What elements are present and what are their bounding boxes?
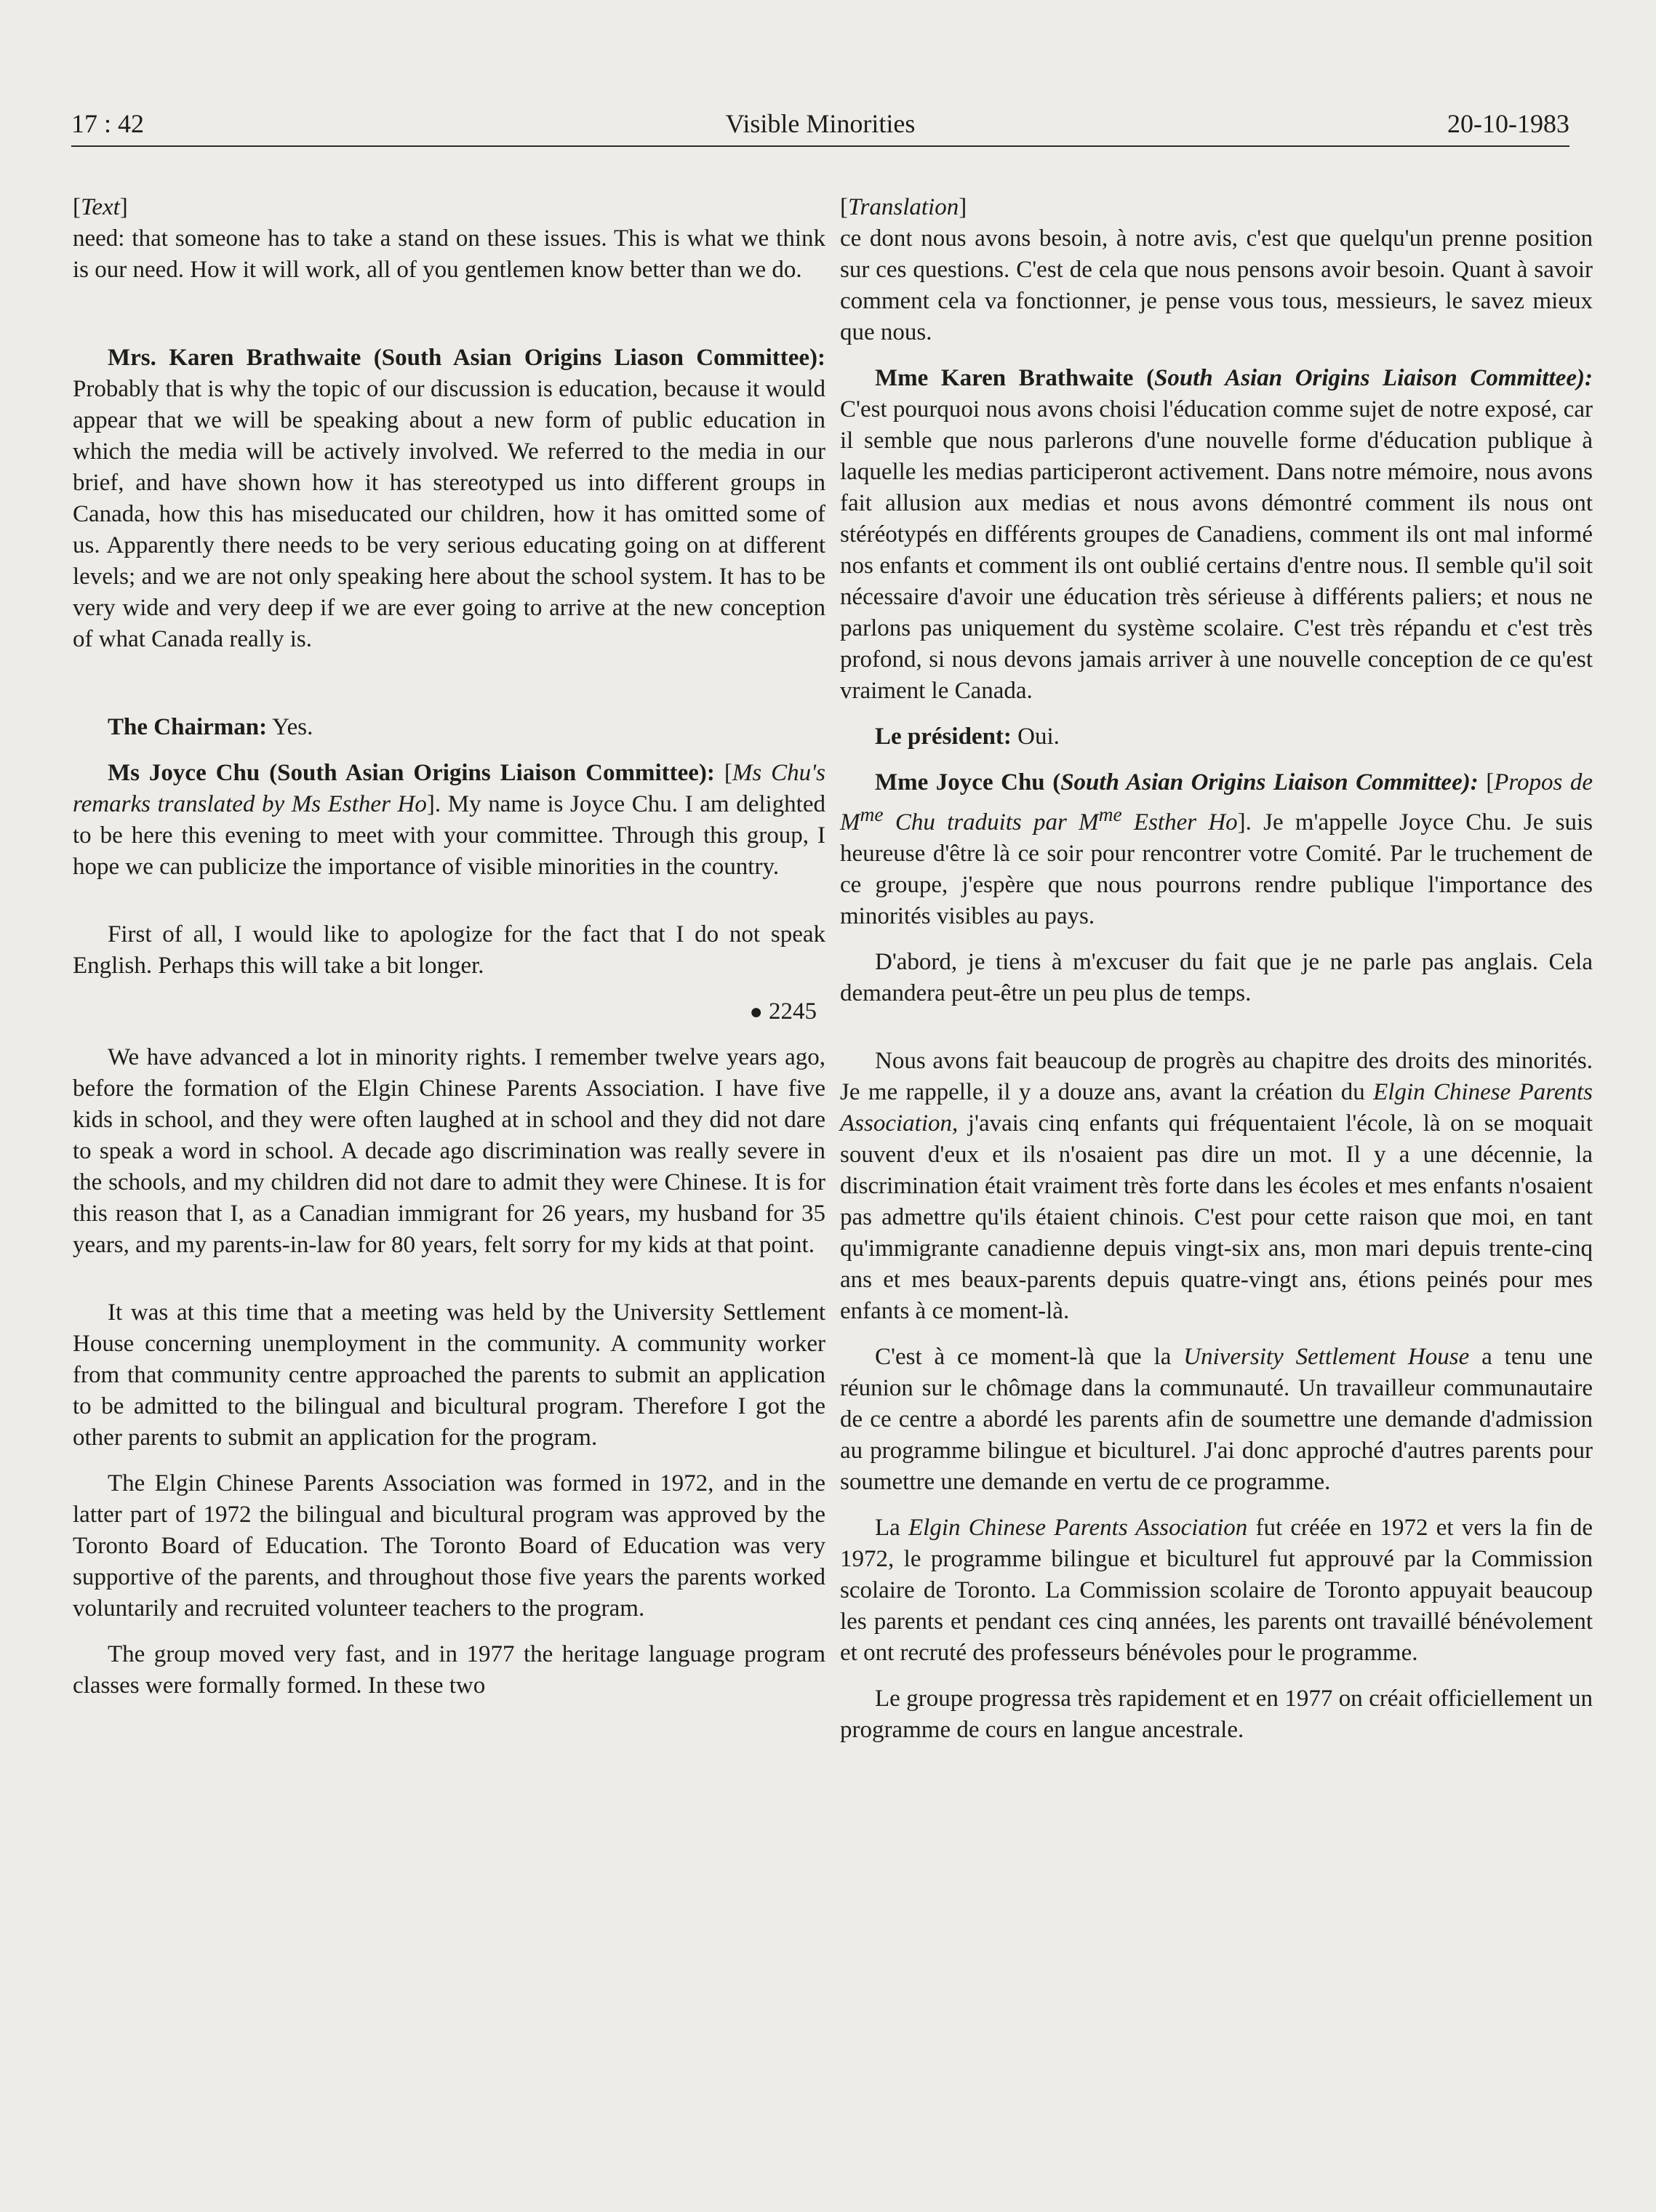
speech-text: Yes.	[267, 714, 313, 740]
speaker-name: Mrs. Karen Brathwaite (South Asian Origins Liason Committee):	[108, 345, 825, 371]
paragraph: The Elgin Chinese Parents Association was formed in 1972, and in the latter part of 1972 the bilingual and bicultural program was approved by the Toronto Board of Education. The Toronto Board of Education was very supportive of the parents, and throughout those five years the parents worked voluntarily and recruited volunteer teachers to the program.	[73, 1470, 825, 1622]
speech-text: Je m'appelle Joyce Chu. Je suis heureuse d'être là ce soir pour rencontrer votre Comité. Par le truchement de ce groupe, j'espère que nous pourrons rendre publique l'importance des minorités visibles au pays.	[840, 809, 1593, 929]
paragraph-continued: ce dont nous avons besoin, à notre avis, c'est que quelqu'un prenne position sur ces questions. C'est de cela que nous pensons avoir besoin. Quant à savoir comment cela va fonctionner, je pense vous tous, messieurs, le savez mieux que nous.	[840, 225, 1593, 345]
column-label-text: [Text]	[73, 194, 128, 220]
speaker-name: Le président:	[875, 724, 1012, 750]
paragraph-president	[840, 721, 1593, 753]
time-marker: ● 2245	[749, 998, 817, 1025]
french-column	[840, 182, 1593, 1760]
speech-text: Oui.	[1011, 724, 1060, 750]
session-date: 20-10-1983	[1447, 109, 1569, 138]
paragraph: The group moved very fast, and in 1977 the heritage language program classes were formally formed. In these two	[73, 1641, 825, 1699]
paragraph: D'abord, je tiens à m'excuser du fait que je ne parle pas anglais. Cela demandera peut-être un peu plus de temps.	[840, 949, 1593, 1006]
paragraph: La Elgin Chinese Parents Association fut créée en 1972 et vers la fin de 1972, le programme bilingue et biculturel fut approuvé par la Commission scolaire de Toronto. La Commission scolaire de Toronto appuyait beaucoup les parents et pendant ces cinq années, les parents ont travaillé bénévolement et ont recruté des professeurs bénévoles pour le programme.	[840, 1515, 1593, 1666]
paragraph-chu	[73, 758, 825, 883]
speaker-name: The Chairman:	[108, 714, 268, 740]
speech-text: Probably that is why the topic of our discussion is education, because it would appear that we will be speaking about a new form of public education in which the media will be actively involved. We referred to the media in our brief, and have shown how it has stereotyped us into different groups in Canada, how this has miseducated our children, how it has omitted some of us. Apparently there needs to be very serious educating going on at different levels; and we are not only speaking here about the school system. It has to be very wide and very deep if we are ever going to arrive at the new conception of what Canada really is.	[73, 376, 825, 652]
speaker-organization: (South Asian Origins Liaison Committee):	[1052, 769, 1479, 796]
speaker-name: Ms Joyce Chu (South Asian Origins Liaison Committee):	[108, 760, 715, 786]
speaker-name: Mme Karen Brathwaite	[875, 365, 1134, 391]
page-number: 17 : 42	[71, 109, 145, 138]
column-label-translation: [Translation]	[840, 194, 967, 220]
paragraph-continued: need: that someone has to take a stand on these issues. This is what we think is our need. How it will work, all of you gentlemen know better than we do.	[73, 225, 825, 283]
paragraph: It was at this time that a meeting was held by the University Settlement House concerning unemployment in the community. A community worker from that community centre approached the parents to submit an application to be admitted to the bilingual and bicultural program. Therefore I got the other parents to submit an application for the program.	[73, 1299, 825, 1451]
page-header	[71, 108, 1569, 147]
paragraph: We have advanced a lot in minority rights. I remember twelve years ago, before the formation of the Elgin Chinese Parents Association. I have five kids in school, and they were often laughed at in school and they did not dare to speak a word in school. A decade ago discrimination was really severe in the schools, and my children did not dare to admit they were Chinese. It is for this reason that I, as a Canadian immigrant for 26 years, my husband for 35 years, and my parents-in-law for 80 years, felt sorry for my kids at that point.	[73, 1044, 825, 1258]
running-title: Visible Minorities	[725, 109, 916, 138]
paragraph-chu	[840, 767, 1593, 932]
translation-note: [Ms Chu's remarks translated by Ms Esther Ho].	[73, 760, 826, 817]
speaker-name: Mme Joyce Chu	[875, 769, 1045, 796]
paragraph-chairman	[73, 712, 825, 743]
paragraph: Le groupe progressa très rapidement et en 1977 on créait officiellement un programme de cours en langue ancestrale.	[840, 1686, 1593, 1743]
paragraph: C'est à ce moment-là que la University Settlement House a tenu une réunion sur le chômage dans la communauté. Un travailleur communautaire de ce centre a abordé les parents afin de soumettre une demande d'admission au programme bilingue et biculturel. J'ai donc approché d'autres parents pour soumettre une demande en vertu de ce programme.	[840, 1344, 1593, 1495]
english-column	[73, 182, 825, 1716]
speech-text: My name is Joyce Chu. I am delighted to be here this evening to meet with your committee. Through this group, I hope we can publicize the importance of visible minorities in the country.	[73, 791, 825, 880]
paragraph: Nous avons fait beaucoup de progrès au chapitre des droits des minorités. Je me rappelle, il y a douze ans, avant la création du Elgin Chinese Parents Association, j'avais cinq enfants qui fréquentaient l'école, là on se moquait souvent d'eux et ils n'osaient pas dire un mot. Il y a une décennie, la discrimination était vraiment très forte dans les écoles et mes enfants n'osaient pas admettre qu'ils étaient chinois. C'est pour cette raison que moi, en tant qu'immigrante canadienne depuis vingt-six ans, mon mari depuis trente-cinq ans et mes beaux-parents depuis quatre-vingt ans, étions peinés pour mes enfants à ce moment-là.	[840, 1048, 1593, 1324]
paragraph-brathwaite	[73, 342, 825, 655]
translation-note: [Propos de $M^{me}$ Chu traduits par $M^{me}$ Esther Ho].	[840, 769, 1593, 835]
speech-text: C'est pourquoi nous avons choisi l'éducation comme sujet de notre exposé, car il semble que nous parlerons d'une nouvelle forme d'éducation publique à laquelle les medias participeront activement. Dans notre mémoire, nous avons fait allusion aux medias et nous avons démontré comment ils nous ont stéréotypés en différents groupes de Canadiens, comment ils ont mal informé nos enfants et comment ils ont oublié certains d'entre nous. Il semble qu'il soit nécessaire d'avoir une éducation très sérieuse à différents paliers; et nous ne parlons pas uniquement du système scolaire. C'est très répandu et c'est très profond, si nous devons jamais arriver à une nouvelle conception de ce qu'est vraiment le Canada.	[840, 396, 1593, 704]
paragraph: First of all, I would like to apologize for the fact that I do not speak English. Perhaps this will take a bit longer.	[73, 921, 825, 979]
paragraph-brathwaite	[840, 363, 1593, 707]
speaker-organization: (South Asian Origins Liaison Committee):	[1146, 365, 1593, 391]
